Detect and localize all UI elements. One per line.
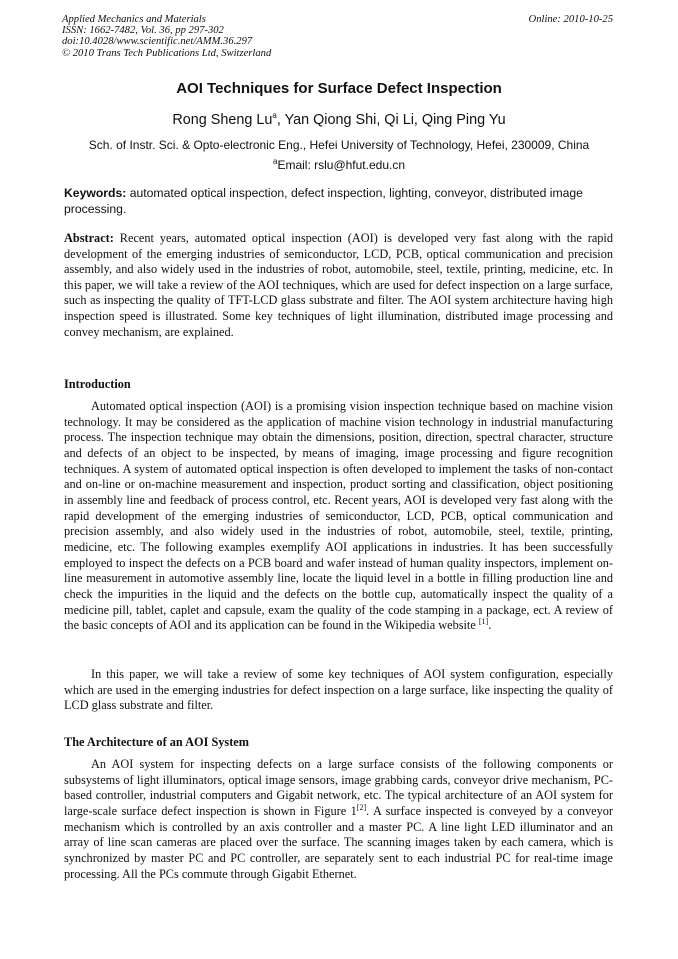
paper-title: AOI Techniques for Surface Defect Inspection [176,80,502,97]
keywords-text: automated optical inspection, defect inspection, lighting, conveyor, distributed image processing. [64,186,583,216]
introduction-paragraph-1 [64,399,613,634]
arch-para1-text-a: An AOI system for inspecting defects on a large surface consists of the following components or subsystems of light illuminators, optical image sensors, image grabbing cards, conveyor drive mechanism, PC-based controller, industrial computers and Gigabit network, etc. The typical architecture of an AOI system for large-scale surface defect inspection is shown in Figure 1 [64,757,613,818]
email-mark: a [272,157,278,166]
issn-line: ISSN: 1662-7482, Vol. 36, pp 297-302 [62,25,224,37]
online-date: Online: 2010-10-25 [528,14,613,25]
keywords-label: Keywords: [64,186,127,200]
keywords-section [64,186,613,217]
abstract-label: Abstract: [64,231,114,245]
other-authors: , Yan Qiong Shi, Qi Li, Qing Ping Yu [276,112,506,128]
copyright-line: © 2010 Trans Tech Publications Ltd, Switzerland [62,47,272,59]
abstract-section [64,231,613,340]
intro-para1-text: Automated optical inspection (AOI) is a promising vision inspection technique based on machine vision technology. It may be considered as the application of machine vision technology in industrial manufacturing process. The inspection technique may obtain the dimensions, position, direction, spectral character, structure and defects of an object to be inspected, by means of imaging, image processing and figure recognition techniques. A system of automated optical inspection is often developed to implement the tasks of non-contact and on-line or on-machine measurement and inspection, product sorting and classification, object positioning in assembly line and feedback of process control, etc. Recent years, AOI is developed very fast along with the rapid development of the emerging industries of semiconductor, LCD, PCB, optical communication and precision assembly, and also widely used in the industries of robot, automobile, steel, textile, printing, medicine, etc. The following examples exemplify AOI applications in industries. It has been successfully employed to inspect the defects on a PCB board and wafer instead of human quality inspectors, implement on-line measurement in automotive assembly line, locate the liquid level in a bottle in filling production line and check the impurities in the liquid and the defects on the bottle cup, automatically inspect the quality of a medicine pill, tablet, caplet and capsule, exam the quality of the code stamping in a package, ect. A review of the basic concepts of AOI and its application can be found in the Wikipedia website [64,399,613,633]
abstract-text: Recent years, automated optical inspection (AOI) is developed very fast along with the rapid development of the emerging industries of semiconductor, LCD, PCB, optical communication and precision assembly, and also widely used in the industries of robot, automobile, steel, textile, printing, medicine, etc. In this paper, we will take a review of the AOI techniques, which are used for defect inspection on a large surface, such as inspecting the quality of TFT-LCD glass substrate and filter. The AOI system architecture having high inspection speed is illustrated. Some key techniques of light illumination, distributed image processing and convey mechanism, are explained. [64,231,613,339]
architecture-heading: The Architecture of an AOI System [64,735,250,749]
introduction-heading: Introduction [64,377,131,391]
journal-header [62,14,271,59]
citation-ref-1: [1] [478,617,489,627]
intro-para1-end: . [488,618,492,633]
introduction-paragraph-2 [64,667,613,714]
affiliation: Sch. of Instr. Sci. & Opto-electronic Eng., Hefei University of Technology, Hefei, 230009, China [88,138,590,152]
email-line [0,158,678,172]
journal-name: Applied Mechanics and Materials [62,14,206,25]
email-address: Email: rslu@hfut.edu.cn [277,158,406,172]
author-list [0,112,678,128]
doi-line: doi:10.4028/www.scientific.net/AMM.36.297 [62,36,253,48]
architecture-paragraph-1 [64,757,613,882]
arch-para1-text-b: . A surface inspected is conveyed by a conveyor mechanism which is controlled by an axis controller and a master PC. A line light LED illuminator and an array of line scan cameras are placed over the surface. The scanning images taken by each camera, which is synchronized by master PC and PC controller, are separately sent to each industrial PC for real-time image processing. All the PCs commute through Gigabit Ethernet. [64,803,614,881]
author-affiliation-mark: a [272,111,277,121]
citation-ref-2: [2] [356,802,367,812]
intro-para2-text: In this paper, we will take a review of some key techniques of AOI system configuration, especially which are used in the emerging industries for defect inspection on a large surface, like inspecting the quality of LCD glass substrate and filter. [64,667,613,713]
first-author: Rong Sheng Lu [172,112,273,128]
